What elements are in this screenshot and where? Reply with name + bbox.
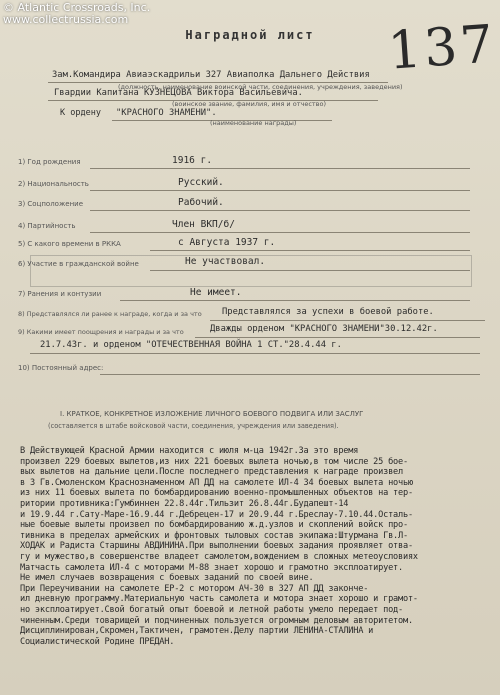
citation-line: вых вылетов на дальние цели.После последнего представления к награде произвел: [20, 467, 403, 478]
citation-line: При Переучивании на самолете ЕР-2 с мотором АЧ-30 в 327 АП ДД законче-: [20, 583, 369, 594]
field-rule: [195, 337, 480, 338]
field-rule: [150, 250, 470, 251]
citation-line: но эксплоатирует.Свой богатый опыт боевой и летной работы умело передает под-: [20, 604, 403, 615]
field-rule: [120, 300, 470, 301]
document-title: Наградной лист: [185, 28, 315, 42]
field-value: Русский.: [178, 177, 224, 188]
field-value: с Августа 1937 г.: [178, 237, 276, 248]
citation-line: Социалистической Родине ПРЕДАН.: [20, 636, 175, 647]
field-value: 1916 г.: [172, 155, 213, 166]
field-label: 1) Год рождения: [18, 158, 81, 166]
field-label: 2) Национальность: [18, 180, 89, 188]
citation-line: Матчасть самолета ИЛ-4 с моторами М-88 знает хорошо и грамотно эксплоатирует.: [20, 562, 403, 573]
field-rule: [30, 353, 480, 354]
section-subheading: (составляется в штабе войсковой части, соединения, учреждения или заведения).: [48, 422, 339, 430]
citation-line: гу и мужество,в совершенстве владеет самолетом,вождением в сложных метеоусловиях: [20, 551, 418, 562]
field-label: 5) С какого времени в РККА: [18, 240, 121, 248]
field-rule: [90, 190, 470, 191]
field-rule: [100, 374, 480, 375]
field-label: 8) Представлялся ли ранее к награде, когда и за что: [18, 310, 202, 318]
citation-line: В Действующей Красной Армии находится с июля м-ца 1942г.За это время: [20, 446, 359, 456]
field-rule: [90, 210, 470, 211]
section-heading: I. КРАТКОЕ, КОНКРЕТНОЕ ИЗЛОЖЕНИЕ ЛИЧНОГО БОЕВОГО ПОДВИГА ИЛИ ЗАСЛУГ: [60, 410, 364, 418]
field-label: 10) Постоянный адрес:: [18, 364, 104, 372]
field-value: Рабочий.: [178, 197, 224, 208]
field-label: 6) Участие в гражданской войне: [18, 260, 139, 268]
citation-line: в 3 Гв.Смоленском Краснознаменном АП ДД на самолете ИЛ-4 34 боевых вылета ночью: [20, 477, 413, 488]
citation-line: из них 11 боевых вылета по бомбардированию военно-промышленных объектов на тер-: [20, 488, 413, 499]
intro-line-2-caption: (воинское звание, фамилия, имя и отчество): [172, 100, 327, 108]
field-rule: [150, 270, 470, 271]
field-value: 21.7.43г. и орденом "ОТЕЧЕСТВЕННАЯ ВОЙНА 1 СТ."28.4.44 г.: [40, 340, 342, 350]
award-prefix: К ордену: [60, 108, 101, 118]
citation-line: ХОДАК и Радиста Старшины АВДИНИНА.При выполнении боевых задания проявляет отва-: [20, 541, 413, 552]
field-label: 7) Ранения и контузии: [18, 290, 102, 298]
citation-line: тивника в пределах армейских и фронтовых тыловых состав экипажа:Штурмана Гв.Л-: [20, 530, 408, 541]
field-value: Не участвовал.: [185, 256, 266, 267]
handwritten-number: 137: [386, 14, 499, 82]
citation-line: Дисциплинирован,Скромен,Тактичен, грамотен.Делу партии ЛЕНИНА-СТАЛИНА и: [20, 626, 374, 637]
field-label: 9) Какими имеет поощрения и награды и за что: [18, 328, 184, 336]
field-value: Не имеет.: [190, 287, 242, 298]
intro-line-1: Зам.Командира Авиаэскадрильи 327 Авиаполка Дальнего Действия: [52, 70, 370, 80]
citation-line: и 19.9.44 г.Сату-Маре-16.9.44 г.Дебрецен-17 и 20.9.44 г.Бреслау-7.10.44.Осталь-: [20, 509, 413, 520]
watermark-line2: www.collectrussia.com: [3, 13, 129, 26]
award-name: "КРАСНОГО ЗНАМЕНИ".: [116, 108, 217, 118]
citation-line: ные боевые вылеты произвел по бомбардированию ж.д.узлов и скоплений войск про-: [20, 520, 408, 531]
field-rule: [210, 320, 485, 321]
citation-line: ил дневную программу.Материальную часть самолета и мотора знает хорошо и грамот-: [20, 594, 418, 605]
citation-line: произвел 229 боевых вылетов,из них 221 боевых вылета ночью,в том числе 25 бое-: [20, 456, 408, 467]
field-label: 4) Партийность: [18, 222, 76, 230]
watermark-line1: © Atlantic Crossroads, Inc.: [3, 1, 151, 14]
field-value: Дважды орденом "КРАСНОГО ЗНАМЕНИ"30.12.42г.: [210, 324, 438, 334]
citation-line: чиненным.Среди товарищей и подчиненных пользуется огромным деловым авторитетом.: [20, 615, 413, 626]
citation-line: ритории противника:Гумбиннен 22.8.44г.Тильзит 26.8.44г.Будапешт-14: [20, 498, 349, 509]
citation-line: Не имел случаев возвращения с боевых заданий по своей вине.: [20, 573, 314, 584]
field-rule: [90, 168, 470, 169]
intro-line-1-caption: (должность, наименование воинской части, соединения, учреждения, заведения): [118, 83, 403, 91]
award-caption: (наименование награды): [210, 119, 297, 127]
intro-line-2: Гвардии Капитана КУЗНЕЦОВА Виктора Васильевича.: [54, 88, 303, 98]
field-value: Член ВКП/б/: [172, 219, 235, 230]
citation-text: [20, 446, 492, 647]
field-label: 3) Соцположение: [18, 200, 84, 208]
field-value: Представлялся за успехи в боевой работе.: [222, 307, 434, 317]
field-rule: [90, 232, 470, 233]
